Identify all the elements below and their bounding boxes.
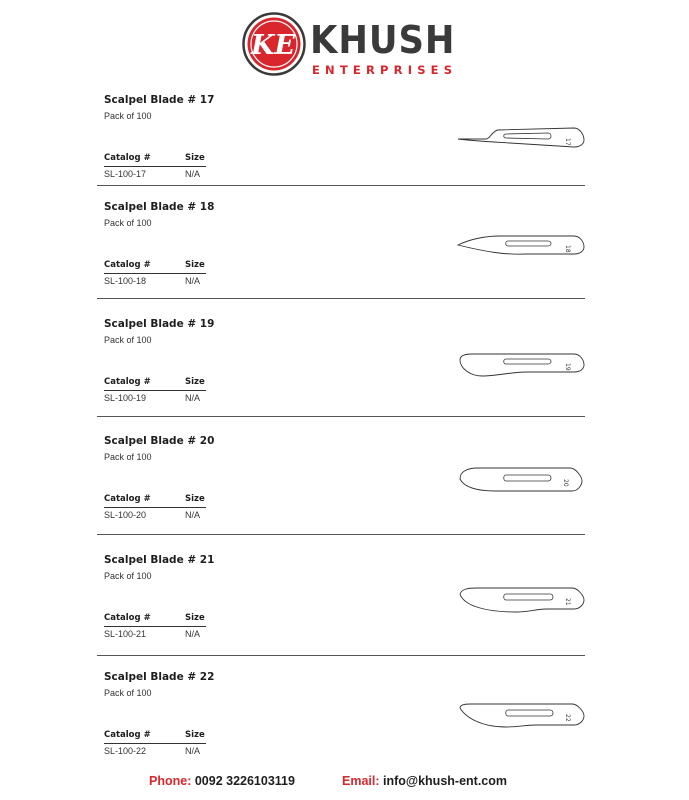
- phone-contact: [149, 774, 295, 788]
- product-pack: Pack of 100: [104, 335, 152, 345]
- email-label: Email:: [342, 774, 380, 788]
- brand-logo: [242, 12, 458, 78]
- ke-monogram-badge: [242, 12, 306, 76]
- email-address: info@khush-ent.com: [383, 774, 507, 788]
- section-divider: [97, 298, 585, 299]
- size-value: N/A: [185, 629, 201, 639]
- product-pack: Pack of 100: [104, 688, 152, 698]
- product-title: Scalpel Blade # 22: [104, 671, 215, 683]
- blade-17-illustration: [456, 125, 588, 153]
- section-divider: [97, 655, 585, 656]
- contact-footer: [0, 774, 689, 792]
- size-header: Size: [185, 494, 205, 504]
- catalog-header: Catalog #: [104, 260, 151, 270]
- product-pack: Pack of 100: [104, 111, 152, 121]
- catalog-header: Catalog #: [104, 613, 151, 623]
- spec-table: [104, 260, 206, 287]
- spec-header: [104, 613, 206, 627]
- spec-table: [104, 613, 206, 640]
- brand-name: KHUSH: [310, 18, 456, 62]
- blade-number: 17: [564, 138, 571, 146]
- catalog-number: SL-100-19: [104, 393, 147, 403]
- catalog-header: Catalog #: [104, 377, 151, 387]
- product-title: Scalpel Blade # 21: [104, 554, 215, 566]
- spec-row: [104, 167, 206, 180]
- blade-19-illustration: [456, 350, 588, 378]
- size-header: Size: [185, 613, 205, 623]
- catalog-header: Catalog #: [104, 730, 151, 740]
- size-header: Size: [185, 730, 205, 740]
- blade-22-illustration: [456, 700, 588, 730]
- catalog-number: SL-100-18: [104, 276, 147, 286]
- blade-number: 18: [564, 245, 571, 253]
- spec-row: [104, 391, 206, 404]
- catalog-number: SL-100-20: [104, 510, 147, 520]
- catalog-header: Catalog #: [104, 494, 151, 504]
- spec-header: [104, 494, 206, 508]
- product-title: Scalpel Blade # 17: [104, 94, 215, 106]
- section-divider: [97, 185, 585, 186]
- catalog-number: SL-100-22: [104, 746, 147, 756]
- size-header: Size: [185, 260, 205, 270]
- spec-row: [104, 627, 206, 640]
- spec-table: [104, 377, 206, 404]
- spec-row: [104, 508, 206, 521]
- product-pack: Pack of 100: [104, 571, 152, 581]
- blade-number: 22: [564, 714, 571, 722]
- spec-header: [104, 730, 206, 744]
- spec-row: [104, 274, 206, 287]
- size-value: N/A: [185, 393, 201, 403]
- product-title: Scalpel Blade # 18: [104, 201, 215, 213]
- blade-20-illustration: [456, 465, 588, 495]
- blade-number: 20: [562, 479, 569, 487]
- brand-tagline: ENTERPRISES: [312, 63, 458, 77]
- blade-18-illustration: [456, 232, 588, 260]
- phone-label: Phone:: [149, 774, 192, 788]
- size-value: N/A: [185, 276, 201, 286]
- size-header: Size: [185, 377, 205, 387]
- catalog-header: Catalog #: [104, 153, 151, 163]
- size-header: Size: [185, 153, 205, 163]
- product-pack: Pack of 100: [104, 218, 152, 228]
- catalog-number: SL-100-21: [104, 629, 147, 639]
- monogram-text: KE: [250, 30, 296, 61]
- section-divider: [97, 534, 585, 535]
- spec-header: [104, 377, 206, 391]
- blade-number: 21: [564, 598, 571, 606]
- email-contact: [342, 774, 507, 788]
- spec-row: [104, 744, 206, 757]
- catalog-number: SL-100-17: [104, 169, 147, 179]
- section-divider: [97, 416, 585, 417]
- spec-table: [104, 153, 206, 180]
- blade-number: 19: [564, 363, 571, 371]
- size-value: N/A: [185, 169, 201, 179]
- product-title: Scalpel Blade # 20: [104, 435, 215, 447]
- product-pack: Pack of 100: [104, 452, 152, 462]
- spec-header: [104, 153, 206, 167]
- spec-header: [104, 260, 206, 274]
- size-value: N/A: [185, 510, 201, 520]
- size-value: N/A: [185, 746, 201, 756]
- phone-number: 0092 3226103119: [194, 774, 295, 788]
- spec-table: [104, 730, 206, 757]
- spec-table: [104, 494, 206, 521]
- product-title: Scalpel Blade # 19: [104, 318, 215, 330]
- blade-21-illustration: [456, 584, 588, 614]
